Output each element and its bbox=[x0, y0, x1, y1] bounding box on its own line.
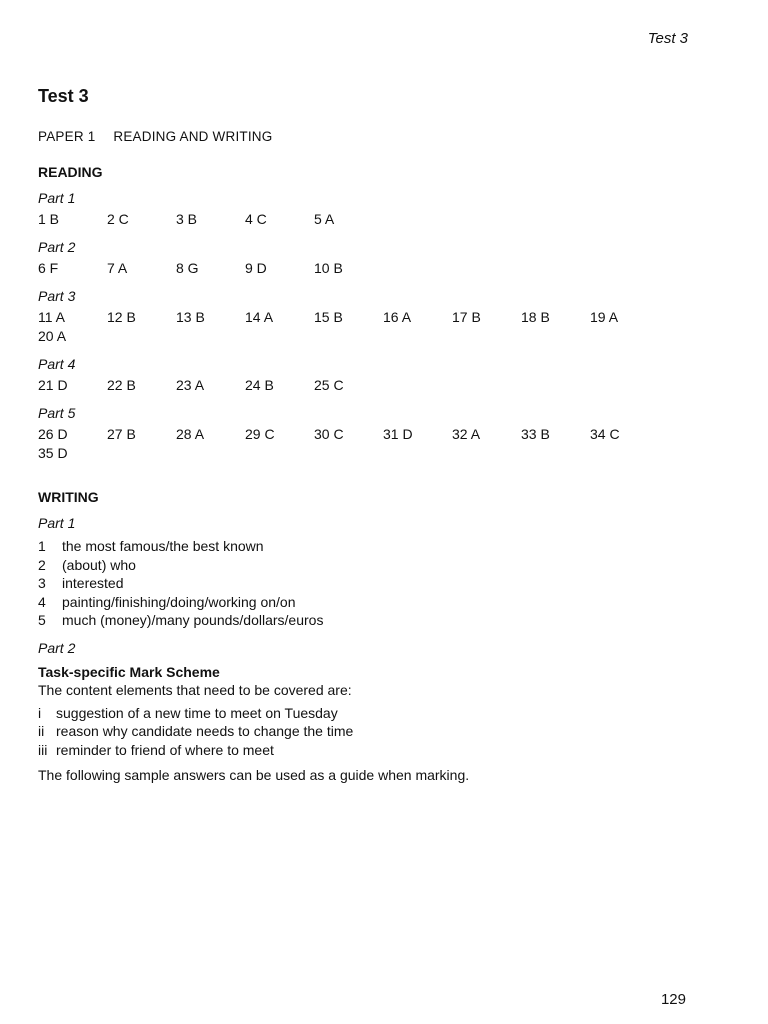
reading-part-3 bbox=[38, 288, 698, 346]
item-text: reason why candidate needs to change the time bbox=[56, 723, 354, 739]
answer: 28 A bbox=[176, 426, 205, 442]
reading-part-2 bbox=[38, 239, 698, 278]
answer: 5 A bbox=[314, 211, 335, 227]
item-text: (about) who bbox=[62, 556, 136, 573]
answer: 3 B bbox=[176, 211, 198, 227]
content-elements-list bbox=[38, 704, 698, 760]
item-text: reminder to friend of where to meet bbox=[56, 741, 274, 758]
list-item bbox=[38, 611, 698, 630]
answer: 10 B bbox=[314, 260, 343, 276]
answer: 13 B bbox=[176, 309, 205, 325]
answer: 1 B bbox=[38, 211, 60, 227]
answer: 7 A bbox=[107, 260, 128, 276]
paper-name: READING AND WRITING bbox=[113, 129, 273, 144]
list-item bbox=[38, 537, 698, 556]
page-number: 129 bbox=[660, 991, 686, 1008]
answer: 16 A bbox=[383, 309, 412, 325]
answer-row bbox=[38, 376, 698, 395]
answer: 6 F bbox=[38, 260, 59, 276]
part-label: Part 2 bbox=[38, 239, 76, 255]
reading-heading: READING bbox=[38, 164, 103, 180]
part-label: Part 1 bbox=[38, 190, 76, 206]
item-number: 5 bbox=[38, 612, 46, 628]
part-label: Part 1 bbox=[38, 515, 76, 531]
list-item bbox=[38, 556, 698, 575]
item-number: 1 bbox=[38, 538, 46, 554]
mark-scheme-title: Task-specific Mark Scheme bbox=[38, 663, 220, 680]
answer-row bbox=[38, 210, 698, 229]
part-label: Part 5 bbox=[38, 405, 76, 421]
item-text: painting/finishing/doing/working on/on bbox=[62, 593, 296, 610]
list-item bbox=[38, 722, 698, 741]
writing-part-2 bbox=[38, 640, 698, 784]
answer: 12 B bbox=[107, 309, 136, 325]
answer: 27 B bbox=[107, 426, 136, 442]
reading-part-5 bbox=[38, 405, 698, 463]
answer: 26 D bbox=[38, 426, 68, 442]
answer: 24 B bbox=[245, 377, 274, 393]
answer: 9 D bbox=[245, 260, 267, 276]
answer: 14 A bbox=[245, 309, 274, 325]
writing-part-1 bbox=[38, 515, 698, 630]
paper-number: PAPER 1 bbox=[38, 129, 96, 144]
item-number: 3 bbox=[38, 575, 46, 591]
part-label: Part 3 bbox=[38, 288, 76, 304]
answer: 29 C bbox=[245, 426, 275, 442]
item-text: much (money)/many pounds/dollars/euros bbox=[62, 612, 324, 628]
answer: 19 A bbox=[590, 309, 619, 325]
page-content bbox=[38, 86, 698, 783]
paper-heading bbox=[38, 129, 698, 144]
answer: 20 A bbox=[38, 328, 67, 344]
answer: 11 A bbox=[38, 309, 65, 325]
answer: 4 C bbox=[245, 211, 267, 227]
answer: 30 C bbox=[314, 426, 344, 442]
answer: 22 B bbox=[107, 377, 136, 393]
item-number: 2 bbox=[38, 556, 46, 573]
item-number: iii bbox=[38, 741, 48, 758]
answer: 23 A bbox=[176, 377, 205, 393]
answer: 32 A bbox=[452, 426, 481, 442]
part-label: Part 4 bbox=[38, 356, 76, 372]
answer: 21 D bbox=[38, 377, 68, 393]
item-text: the most famous/the best known bbox=[62, 538, 264, 554]
item-number: 4 bbox=[38, 593, 46, 610]
answer: 8 G bbox=[176, 260, 199, 276]
item-number: i bbox=[38, 704, 42, 721]
answer: 25 C bbox=[314, 377, 344, 393]
part-label: Part 2 bbox=[38, 639, 76, 656]
closing-note: The following sample answers can be used as a guide when marking. bbox=[38, 767, 470, 783]
list-item bbox=[38, 574, 698, 593]
answer: 17 B bbox=[452, 309, 481, 325]
page-title: Test 3 bbox=[38, 86, 89, 106]
reading-part-1 bbox=[38, 190, 698, 229]
list-item bbox=[38, 704, 698, 723]
item-text: interested bbox=[62, 575, 124, 591]
writing-heading: WRITING bbox=[38, 489, 99, 505]
list-item bbox=[38, 593, 698, 612]
answer: 2 C bbox=[107, 211, 129, 227]
reading-part-4 bbox=[38, 356, 698, 395]
item-text: suggestion of a new time to meet on Tuesday bbox=[56, 704, 338, 721]
answer-row bbox=[38, 425, 698, 463]
item-number: ii bbox=[38, 723, 45, 739]
answer: 35 D bbox=[38, 445, 68, 461]
answer: 18 B bbox=[521, 309, 550, 325]
answer-row bbox=[38, 259, 698, 278]
answer-row bbox=[38, 308, 698, 346]
answer: 15 B bbox=[314, 309, 343, 325]
list-item bbox=[38, 741, 698, 760]
answer: 34 C bbox=[590, 426, 620, 442]
running-head: Test 3 bbox=[647, 30, 688, 47]
answer-list bbox=[38, 537, 698, 630]
answer: 31 D bbox=[383, 426, 413, 442]
answer: 33 B bbox=[521, 426, 550, 442]
content-intro: The content elements that need to be covered are: bbox=[38, 681, 352, 698]
